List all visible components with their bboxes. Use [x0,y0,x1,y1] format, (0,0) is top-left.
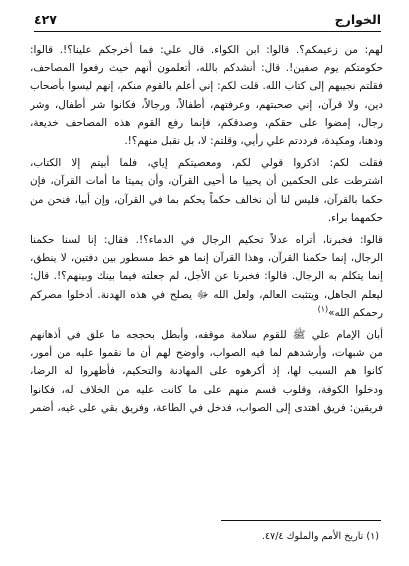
text-line: حكما بالقرآن، فليس لنا أن نخالف حكماً يحكم بما في القرآن، وإن أبيا، فنحن من [30,193,383,206]
text-line: ودهنا، ومكيدة، فرددتم علي رأيي، وقلتم: لا، بل نقبل منهم؟!. [124,135,383,148]
text-line: إنما يتكلم به الرجال. قالوا: فخبرنا عن الأجل، لم جعلته فيما بينك وبينهم؟!. قال: [30,270,383,283]
text-line: ودخلوا الكوفة، وقلوب قسم منهم على ما كانت عليه من الخلاف له، فكانوا [30,383,383,396]
page-header [34,10,381,28]
text-line: رجال، إمضوا على حقكم، وصدقكم، فإنما رفع القوم هذه المصاحف خديعة، [30,116,383,129]
footnote-reference[interactable]: (١) [317,304,329,314]
text-line: من شبهات، وأرشدهم لما فيه الصواب، وأوضح لهم أن ما نقموا عليه من أمور، [30,347,383,360]
text-line: أبان الإمام علي ﷺ للقوم سلامة موقفه، وأبطل بحججه ما علق في أذهانهم [30,329,383,342]
text-line: ليعلم الجاهل، ويتثبت العالم، ولعل الله ﷻ يصلح في هذه الهدنة. أدخلوا مصركم [30,288,383,301]
running-title: الخوارج [334,11,381,27]
text-line: اشترطت على الحكمين أن يحييا ما أحيى القرآن، وأن يميتا ما أمات القرآن، فإن [30,175,383,188]
footnote-rule [221,520,381,521]
text-line: لهم: من زعيمكم؟. قالوا: ابن الكواء. قال علي: فما أخرجكم علينا؟!. قالوا: [30,44,383,56]
text-line: حكمهما براء. [327,211,383,224]
text-line-with-note [30,304,383,322]
text-line: فقلتم نجيبهم إلى كتاب الله. قلت لكم: إني أعلم بالقوم منكم، إنهم ليسوا بأصحاب [30,80,383,93]
text-line: حكومتكم يوم صفين!. قال: أنشدكم بالله، أتعلمون أنهم حيث رفعوا المصاحف، [30,62,383,75]
text-line: دين، ولا قرآن، إني صحبتهم، وعرفتهم، أطفالاً، ورجالاً، فكانوا شر أطفال، وشر [30,98,383,111]
header-rule [34,31,381,32]
text-line: فريقين: فريق اهتدى إلى الصواب، فدخل في الطاعة، وفريق بقي على غيه، أضمر [30,401,383,414]
page-number: ٤٢٧ [34,11,57,27]
body-text [30,41,383,417]
text-line: كانوا هم السبب لها، إذ أكرهوه على المهادنة والتحكيم، فأظهروا له الرضا، [30,365,383,378]
text-line: قالوا: فخبرنا، أتراه عدلاً تحكيم الرجال في الدماء؟!. فقال: إنا لسنا حكمنا [30,234,383,247]
footnote: (١) تاريخ الأمم والملوك ٤٧/٤. [261,531,379,542]
text-line: فقلت لكم: اذكروا قولي لكم، ومعصيتكم إياي، فلما أبيتم إلا الكتاب، [30,157,383,170]
text-line: رحمكم الله» [328,306,383,319]
paragraph-2 [30,154,383,227]
paragraph-3 [30,231,383,322]
text-line: الرجال، إنما حكمنا القرآن، وهذا القرآن إنما هو خط مسطور بين دفتين، لا ينطق، [30,252,383,265]
paragraph-1 [30,41,383,150]
paragraph-4 [30,326,383,417]
